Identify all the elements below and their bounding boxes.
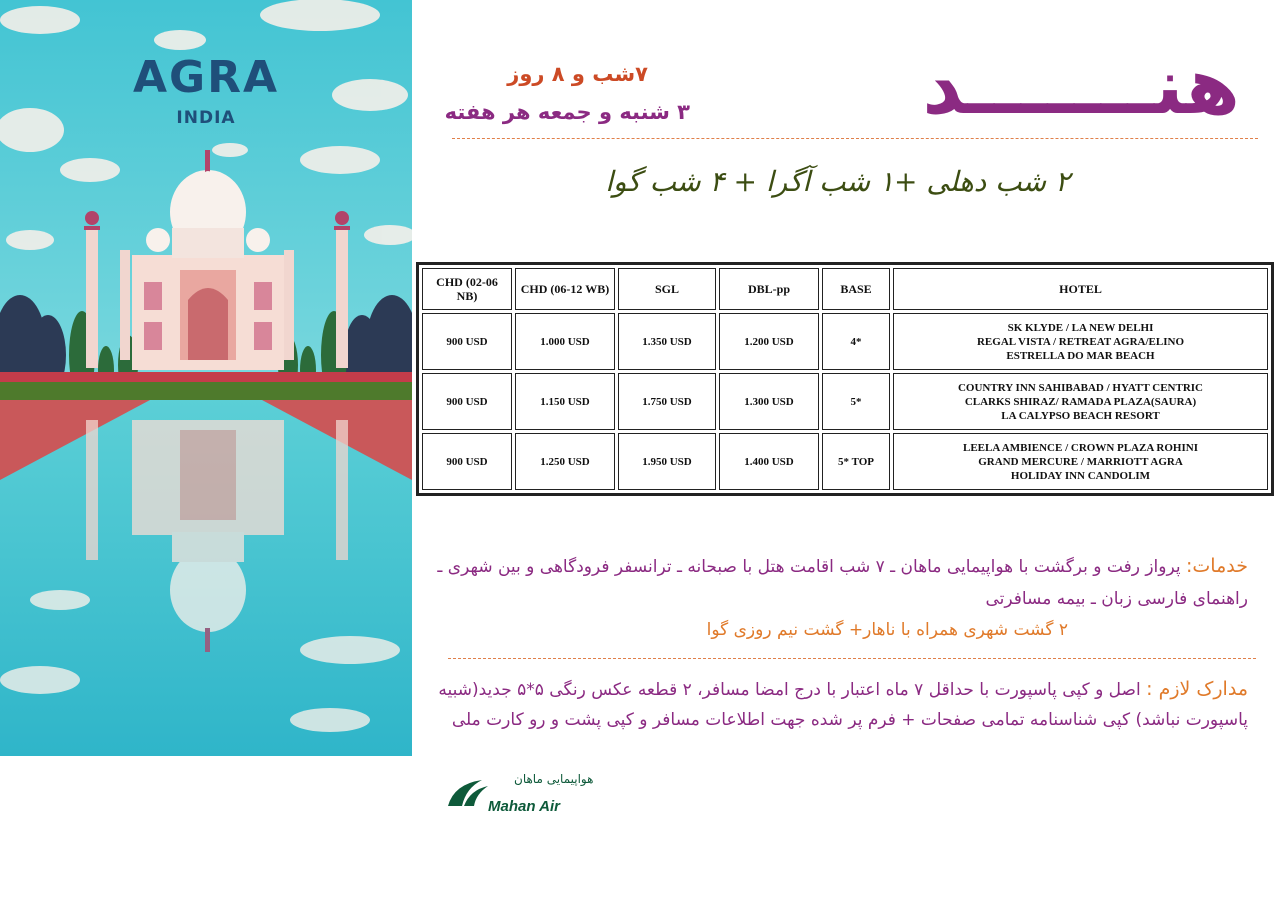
hotel-line: HOLIDAY INN CANDOLIM xyxy=(1010,469,1151,482)
services-section xyxy=(428,550,1248,615)
divider xyxy=(452,138,1258,139)
documents-text: اصل و کپی پاسپورت با حداقل ۷ ماه اعتبار با درج امضا مسافر، ۲ قطعه عکس رنگی ۵*۵ جدید(شبیه پاسپورت نباشد) کپی شناسنامه تمامی صفحات + فرم پر شده جهت اطلاعات مسافر و کپی پشت و رو کارت ملی xyxy=(438,680,1248,730)
tours-text: ۲ گشت شهری همراه با ناهار+ گشت نیم روزی گوا xyxy=(706,620,1068,640)
price-cell: 1.750 USD xyxy=(618,373,716,430)
divider xyxy=(448,658,1256,659)
hotel-cell xyxy=(893,313,1268,370)
agra-poster xyxy=(0,0,412,756)
itinerary-route: ۲ شب دهلی +۱ شب آگرا + ۴ شب گوا xyxy=(605,165,1070,198)
table-header-row xyxy=(422,268,1268,310)
price-cell: 1.000 USD xyxy=(515,313,615,370)
price-cell: 1.150 USD xyxy=(515,373,615,430)
col-header: HOTEL xyxy=(893,268,1268,310)
hotel-line: GRAND MERCURE / MARRIOTT AGRA xyxy=(978,455,1183,468)
hotel-line: COUNTRY INN SAHIBABAD / HYATT CENTRIC xyxy=(957,381,1204,394)
poster-city: AGRA xyxy=(132,52,280,103)
price-cell: 900 USD xyxy=(422,313,512,370)
poster-country: INDIA xyxy=(176,108,236,128)
table-row xyxy=(422,313,1268,370)
price-cell: 1.950 USD xyxy=(618,433,716,490)
page-title: هنـــــــد xyxy=(922,42,1240,132)
base-cell: 5* xyxy=(822,373,890,430)
documents-label: مدارک لازم : xyxy=(1146,678,1248,700)
price-cell: 1.300 USD xyxy=(719,373,819,430)
hotel-cell xyxy=(893,373,1268,430)
services-label: خدمات: xyxy=(1186,555,1248,577)
hotel-line: CLARKS SHIRAZ/ RAMADA PLAZA(SAURA) xyxy=(964,395,1197,408)
price-cell: 1.200 USD xyxy=(719,313,819,370)
col-header: DBL-pp xyxy=(719,268,819,310)
col-header: CHD (02-06 NB) xyxy=(422,268,512,310)
hotel-line: LA CALYPSO BEACH RESORT xyxy=(1001,409,1160,422)
documents-section xyxy=(428,674,1248,735)
price-cell: 1.400 USD xyxy=(719,433,819,490)
duration-label: ۷شب و ۸ روز xyxy=(507,62,648,86)
hotel-line: ESTRELLA DO MAR BEACH xyxy=(1006,349,1155,362)
table-row xyxy=(422,373,1268,430)
airline-name-en: Mahan Air xyxy=(488,798,560,815)
col-header: SGL xyxy=(618,268,716,310)
price-cell: 900 USD xyxy=(422,373,512,430)
price-cell: 1.250 USD xyxy=(515,433,615,490)
departure-days: ۳ شنبه و جمعه هر هفته xyxy=(444,100,690,124)
col-header: CHD (06-12 WB) xyxy=(515,268,615,310)
hotel-line: REGAL VISTA / RETREAT AGRA/ELINO xyxy=(976,335,1185,348)
base-cell: 5* TOP xyxy=(822,433,890,490)
price-cell: 1.350 USD xyxy=(618,313,716,370)
price-table xyxy=(416,262,1274,496)
col-header: BASE xyxy=(822,268,890,310)
hotel-cell xyxy=(893,433,1268,490)
base-cell: 4* xyxy=(822,313,890,370)
hotel-line: LEELA AMBIENCE / CROWN PLAZA ROHINI xyxy=(962,441,1198,454)
services-text: پرواز رفت و برگشت با هواپیمایی ماهان ـ ۷ شب اقامت هتل با صبحانه ـ ترانسفر فرودگاهی و بین شهری ـ راهنمای فارسی زبان ـ بیمه مسافرتی xyxy=(437,557,1248,609)
table-row xyxy=(422,433,1268,490)
airline-name-fa: هواپیمایی ماهان xyxy=(514,772,594,786)
price-cell: 900 USD xyxy=(422,433,512,490)
hotel-line: SK KLYDE / LA NEW DELHI xyxy=(1007,321,1154,334)
